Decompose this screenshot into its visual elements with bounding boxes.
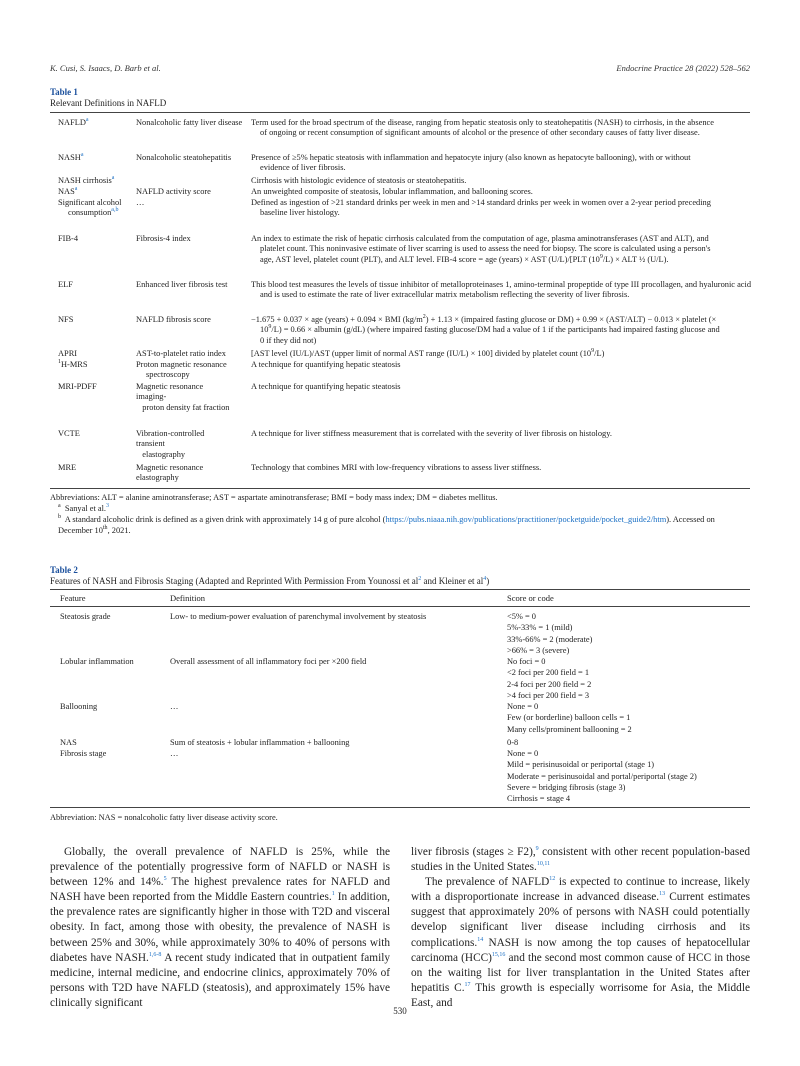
table2-bottom-rule <box>50 807 750 808</box>
table1-caption <box>50 87 750 109</box>
col-definition: Definition <box>170 593 205 603</box>
table2-caption <box>50 565 750 587</box>
paper-page: K. Cusi, S. Isaacs, D. Barb et al. Endocrine Practice 28 (2022) 528–562 Table 1 Relevant Definitions in NAFLD NAFLD$^a$ Nonalcoholic fatty liver disease Term used for the broad spectrum of the disease, ranging from hepatic steatosis only to steatohepatitis (NASH) to cirrhosis, in the absence of ongoing or recent consumption of significant amounts of alcohol or the presence of other secondary causes of fatty liver disease. NASH$^a$ Nonalcoholic steatohepatitis Presence of ≥5% hepatic steatosis with inflammation and hepatocyte injury (also known as hepatocyte ballooning), with or without evidence of liver fibrosis. NASH cirrhosis$^a$ Cirrhosis with histologic evidence of steatosis or steatohepatitis. NAS$^a$ NAFLD activity score An unweighted composite of steatosis, lobular inflammation, and ballooning scores. Significant alcohol consumption$^{a,b}$ … Defined as ingestion of >21 standard drinks per week in men and >14 standard drinks per week in women over a 2-year period preceding baseline liver histology. FIB-4 Fibrosis-4 index An index to estimate the risk of hepatic cirrhosis calculated from the computation of age, plasma aminotransferases (AST and ALT), and platelet count. This noninvasive estimate of liver scarring is used to assess the need for biopsy. The score is calculated using a person's age, AST level, platelet count (PLT), and ALT level. FIB-4 score = age (years) × AST (U/L)/[PLT $(10^9/L)$ × ALT ½ (U/L). ELF Enhanced liver fibrosis test This blood test measures the levels of tissue inhibitor of metalloproteinases 1, amino-terminal propeptide of type III procollagen, and hyaluronic acid and is used to estimate the rate of liver extracellular matrix metabolism reflecting the severity of liver fibrosis. NFS NAFLD fibrosis score −1.675 + 0.037 × age (years) + 0.094 × BMI $(kg/m^2) + 1.13$ × (impaired fasting glucose or DM) + 0.99 × (AST/ALT) − 0.013 × platelet (× $10^9/L) = 0.66$ × albumin (g/dL) (where impaired fasting glucose/DM had a value of 1 if the participants had impaired fasting glucose and 0 if they did not) APRI AST-to-platelet ratio index [AST level (IU/L)/AST (upper limit of normal AST range (IU/L) × 100] divided by platelet count $(10^9/L)$ $^1$H-MRS Proton magnetic resonance spectroscopy A technique for quantifying hepatic steatosis MRI-PDFF Magnetic resonance imaging- proton density fat fraction A technique for quantifying hepatic steatosis VCTE Vibration-controlled transient elastography A technique for liver stiffness measurement that is correlated with the severity of liver fibrosis on histology. MRE Magnetic resonance elastography Technology that combines MRI with low-frequency vibrations to assess liver stiffness. Abbreviations: ALT = alanine aminotransferase; AST = aspartate aminotransferase; BMI = body mass index; DM = diabetes mellitus. $^a$ Sanyal et al.$^3$ $^b$ A standard alcoholic drink is defined as a given drink with approximately 14 g of pure alcohol (https://pubs.niaaa.nih.gov/publications/practitioner/pocketguide/pocket_guide2/htm). Accessed on December 10th, 2021. Table 2 Features of NASH and Fibrosis Staging (Adapted and Reprinted With Permission From Younossi et $al^2$ and Kleiner et $al^4$) Feature Definition Score or code Steatosis grade Low- to medium-power evaluation of parenchymal involvement by steatosis <5% = 0 5%-33% = 1 (mild) 33%-66% = 2 (moderate) >66% = 3 (severe) Lobular inflammation Overall assessment of all inflammatory foci per ×200 field No foci = 0 <2 foci per 200 field = 1 2-4 foci per 200 field = 2 >4 foci per 200 field = 3 Ballooning … None = 0 Few (or borderline) balloon cells = 1 Many cells/prominent ballooning = 2 NAS Sum of steatosis + lobular inflammation + ballooning 0-8 Fibrosis stage … None = 0 Mild = perisinusoidal or periportal (stage 1) Moderate = perisinusoidal and portal/periportal (stage 2) Severe = bridging fibrosis (stage 3) Cirrhosis = stage 4 Abbreviation: NAS = nonalcoholic fatty liver disease activity score. Globally, the overall prevalence of NAFLD is 25%, while the prevalence of the potentially progressive form of NAFLD or NASH is between 12% and 14%.$^5$ The highest prevalence rates for NAFLD and NASH have been reported from the Middle Eastern countries.$^1$ In addition, the prevalence rates are significantly higher in those with T2D and visceral obesity. In fact, among those with obesity, the prevalence of NASH is between 25% and 30%, while approximately 30% to 40% of persons with diabetes have NASH.$^{1,6-8}$ A recent study indicated that in outpatient family medicine, internal medicine, and endocrine clinics, approximately 70% of persons with T2D have NAFLD (steatosis), and approximately 15% have clinically significant liver fibrosis (stages ≥ F2),$^9$ consistent with other recent population-based studies in the United States.$^{10,11}$ The prevalence of NAFLD$^{12}$ is expected to continue to increase, likely with a disproportionate increase in advanced disease.$^{13}$ Current estimates suggest that approximately 20% of persons with NASH could potentially develop significant liver disease including cirrhosis and its complications.$^{14}$ NASH is now among the top causes of hepatocellular carcinoma (HCC)$^{15,16}$ and the second most common cause of HCC in those on the waiting list for liver transplantation in the United States after hepatitis C.$^{17}$ This growth is especially worrisome for Asia, the Middle East, and 530 <box>0 0 800 1066</box>
col-score: Score or code <box>507 593 554 603</box>
body-column-left: Globally, the overall prevalence of NAFLD is 25%, while the prevalence of the potentially progressive form of NAFLD or NASH is between 12% and 14%.$^5$ The highest prevalence rates for NAFLD and NASH have been reported from the Middle Eastern countries.$^1$ In addition, the prevalence rates are significantly higher in those with T2D and visceral obesity. In fact, among those with obesity, the prevalence of NASH is between 25% and 30%, while approximately 30% to 40% of persons with diabetes have NASH.$^{1,6-8}$ A recent study indicated that in outpatient family medicine, internal medicine, and endocrine clinics, approximately 70% of persons with T2D have NAFLD (steatosis), and approximately 15% have clinically significant <box>50 846 391 1009</box>
niaaa-link[interactable]: https://pubs.niaaa.nih.gov/publications/practitioner/pocketguide/pocket_guide2/htm <box>385 515 667 524</box>
col-feature: Feature <box>60 593 86 603</box>
table2-title: Features of NASH and Fibrosis Staging (Adapted and Reprinted With Permission From Younossi et $al^2$ and Kleiner et $al^4$) <box>50 576 490 586</box>
table2-header-rule <box>50 606 750 607</box>
table1-title: Relevant Definitions in NAFLD <box>50 98 167 108</box>
body-column-right: liver fibrosis (stages ≥ F2),$^9$ consistent with other recent population-based studies in the United States.$^{10,11}$ The prevalence of NAFLD$^{12}$ is expected to continue to increase, likely with a disproportionate increase in advanced disease.$^{13}$ Current estimates suggest that approximately 20% of persons with NASH could potentially develop significant liver disease including cirrhosis and its complications.$^{14}$ NASH is now among the top causes of hepatocellular carcinoma (HCC)$^{15,16}$ and the second most common cause of HCC in those on the waiting list for liver transplantation in the United States after hepatitis C.$^{17}$ This growth is especially worrisome for Asia, the Middle East, and <box>411 846 750 1009</box>
table2-label: Table 2 <box>50 565 78 575</box>
page-number: 530 <box>393 1006 407 1016</box>
table1-top-rule <box>50 112 750 113</box>
header-authors: K. Cusi, S. Isaacs, D. Barb et al. <box>50 63 161 73</box>
table2-abbreviation: Abbreviation: NAS = nonalcoholic fatty liver disease activity score. <box>50 813 278 822</box>
running-header <box>50 63 750 73</box>
table1-bottom-rule <box>50 488 750 489</box>
table1-label: Table 1 <box>50 87 78 97</box>
table2-top-rule <box>50 589 750 590</box>
header-journal: Endocrine Practice 28 (2022) 528–562 <box>616 63 750 73</box>
table1-footnotes: Abbreviations: ALT = alanine aminotransferase; AST = aspartate aminotransferase; BMI = body mass index; DM = diabetes mellitus. $^a$ Sanyal et al.$^3$ $^b$ A standard alcoholic drink is defined as a given drink with approximately 14 g of pure alcohol (https://pubs.niaaa.nih.gov/publications/practitioner/pocketguide/pocket_guide2/htm). Accessed on December 10th, 2021. <box>50 492 750 536</box>
table1-abbreviations: Abbreviations: ALT = alanine aminotransferase; AST = aspartate aminotransferase; BMI = body mass index; DM = diabetes mellitus. <box>50 493 498 502</box>
